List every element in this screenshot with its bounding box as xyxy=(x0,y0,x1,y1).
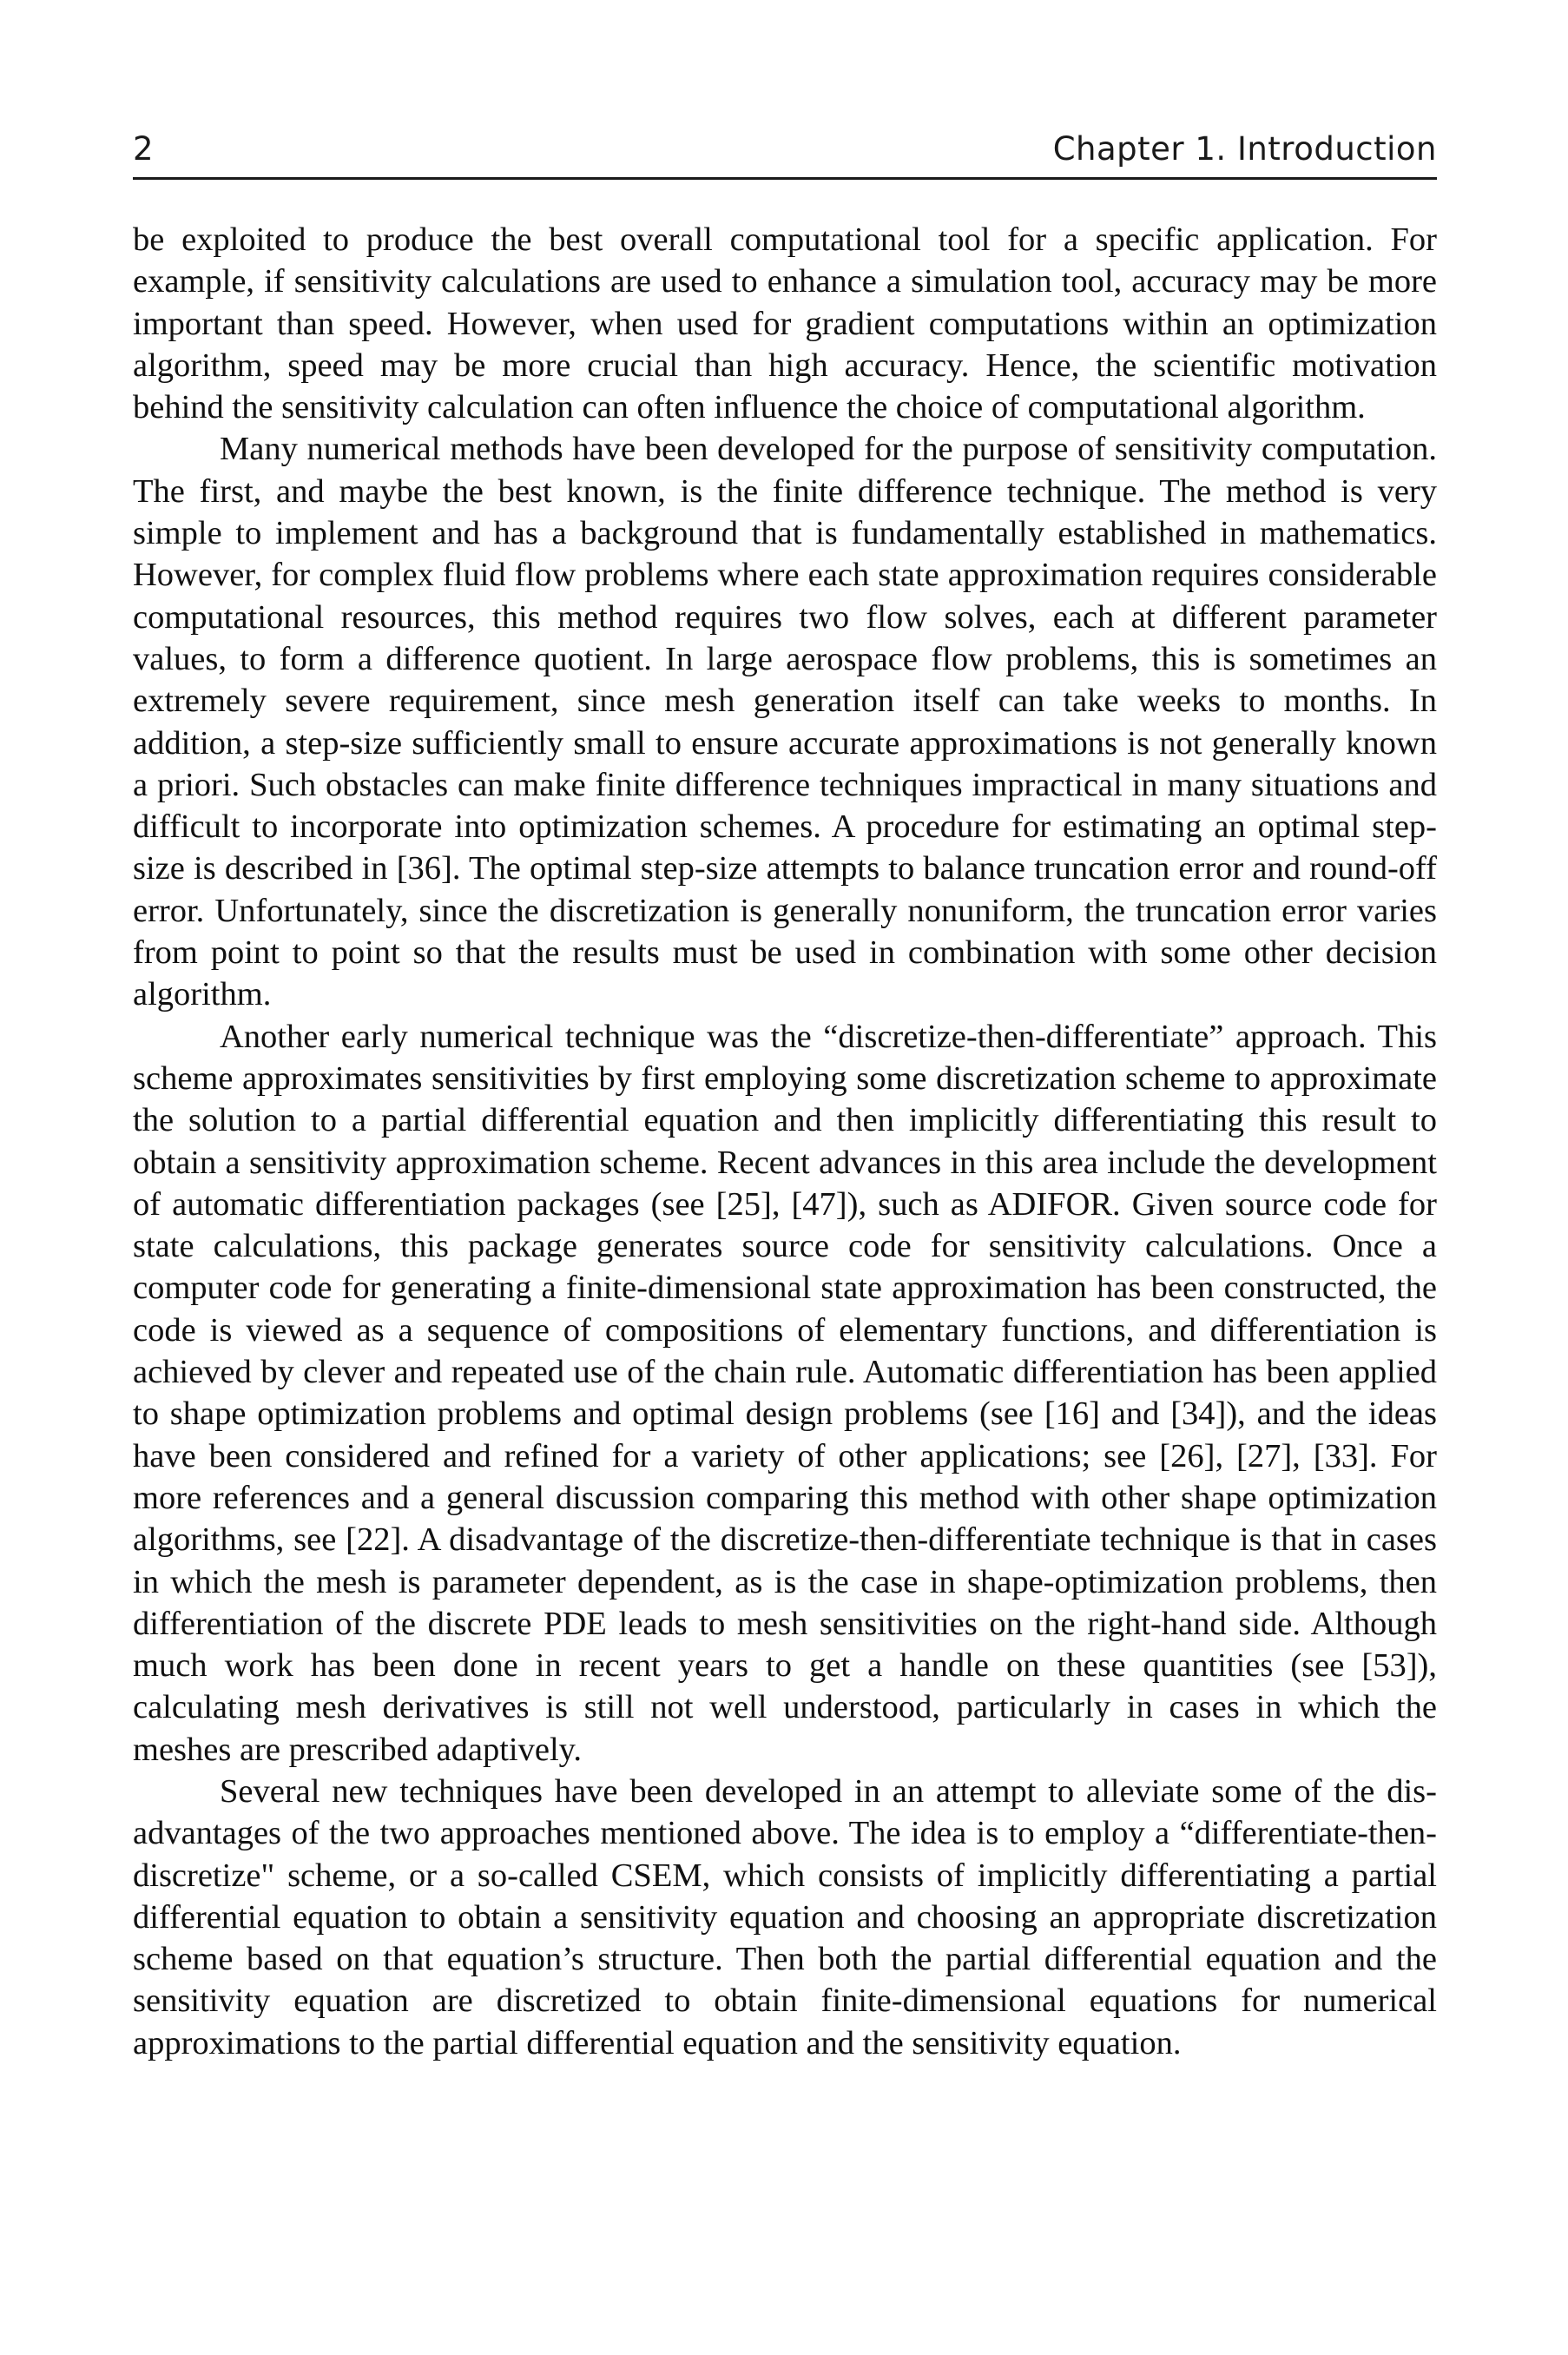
paragraph-csem: Several new techniques have been developed in an attempt to alleviate some of the disadvantages of the two approaches mentioned above. The idea is to employ a “differentiate-then-discretize" scheme, or a so-called CSEM, which consists of implicitly differentiating a partial differential equation to obtain a sensitivity equation and choosing an appropriate discretization scheme based on that equation’s structure. Then both the partial differential equation and the sensitivity equation are discretized to obtain finite-dimensional equations for numerical approximations to the partial differential equation and the sensitivity equation. xyxy=(133,1772,1437,2061)
paragraph-finite-difference: Many numerical methods have been developed for the purpose of sensitivity computation. The first, and maybe the best known, is the finite difference technique. The method is very simple to implement and has a background that is fundamentally established in mathematics. However, for complex fluid flow problems where each state approximation requires considerable computational resources, this method requires two flow solves, each at different parameter values, to form a difference quotient. In large aerospace flow problems, this is sometimes an extremely severe requirement, since mesh generation itself can take weeks to months. In addition, a step-size sufficiently small to ensure accurate approximations is not generally known a priori. Such obstacles can make finite difference techniques impractical in many situations and difficult to incorporate into optimization schemes. A procedure for estimating an optimal step-size is described in [36]. The optimal step-size attempts to balance truncation error and round-off error. Unfortunately, since the discretization is generally nonuniform, the truncation error varies from point to point so that the results must be used in combination with some other decision algorithm. xyxy=(133,431,1437,1013)
body-text xyxy=(133,219,1437,2064)
page-number: 2 xyxy=(133,130,154,168)
running-head xyxy=(133,129,1437,170)
chapter-title: Chapter 1. Introduction xyxy=(1052,130,1437,168)
paragraph-discretize-then-differentiate: Another early numerical technique was the “discretize-then-differentiate” approach. This scheme approximates sensitivities by first employing some discretization scheme to approximate the solution to a partial differential equation and then implicitly differentiating this result to obtain a sensitivity approximation scheme. Recent advances in this area include the development of automatic differentiation packages (see [25], [47]), such as ADIFOR. Given source code for state calculations, this package generates source code for sensitivity calculations. Once a computer code for generating a finite-dimensional state approximation has been constructed, the code is viewed as a sequence of compositions of elementary functions, and differentiation is achieved by clever and repeated use of the chain rule. Automatic differentiation has been applied to shape optimization problems and optimal design problems (see [16] and [34]), and the ideas have been considered and refined for a variety of other applications; see [26], [27], [33]. For more references and a general discussion comparing this method with other shape optimization algorithms, see [22]. A disadvantage of the discretize-then-differentiate technique is that in cases in which the mesh is parameter dependent, as is the case in shape-optimization problems, then differentiation of the discrete PDE leads to mesh sensitivities on the right-hand side. Although much work has been done in recent years to get a handle on these quantities (see [53]), calculating mesh derivatives is still not well understood, particularly in cases in which the meshes are prescribed adaptively. xyxy=(133,1018,1437,1768)
header-rule xyxy=(133,177,1437,180)
paragraph-continued: be exploited to produce the best overall computational tool for a specific application. For example, if sensitivity calculations are used to enhance a simulation tool, accuracy may be more important than speed. However, when used for gradient computations within an optimization algorithm, speed may be more crucial than high accuracy. Hence, the scientific motivation behind the sensitivity calculation can often influence the choice of computational algorithm. xyxy=(133,221,1437,426)
